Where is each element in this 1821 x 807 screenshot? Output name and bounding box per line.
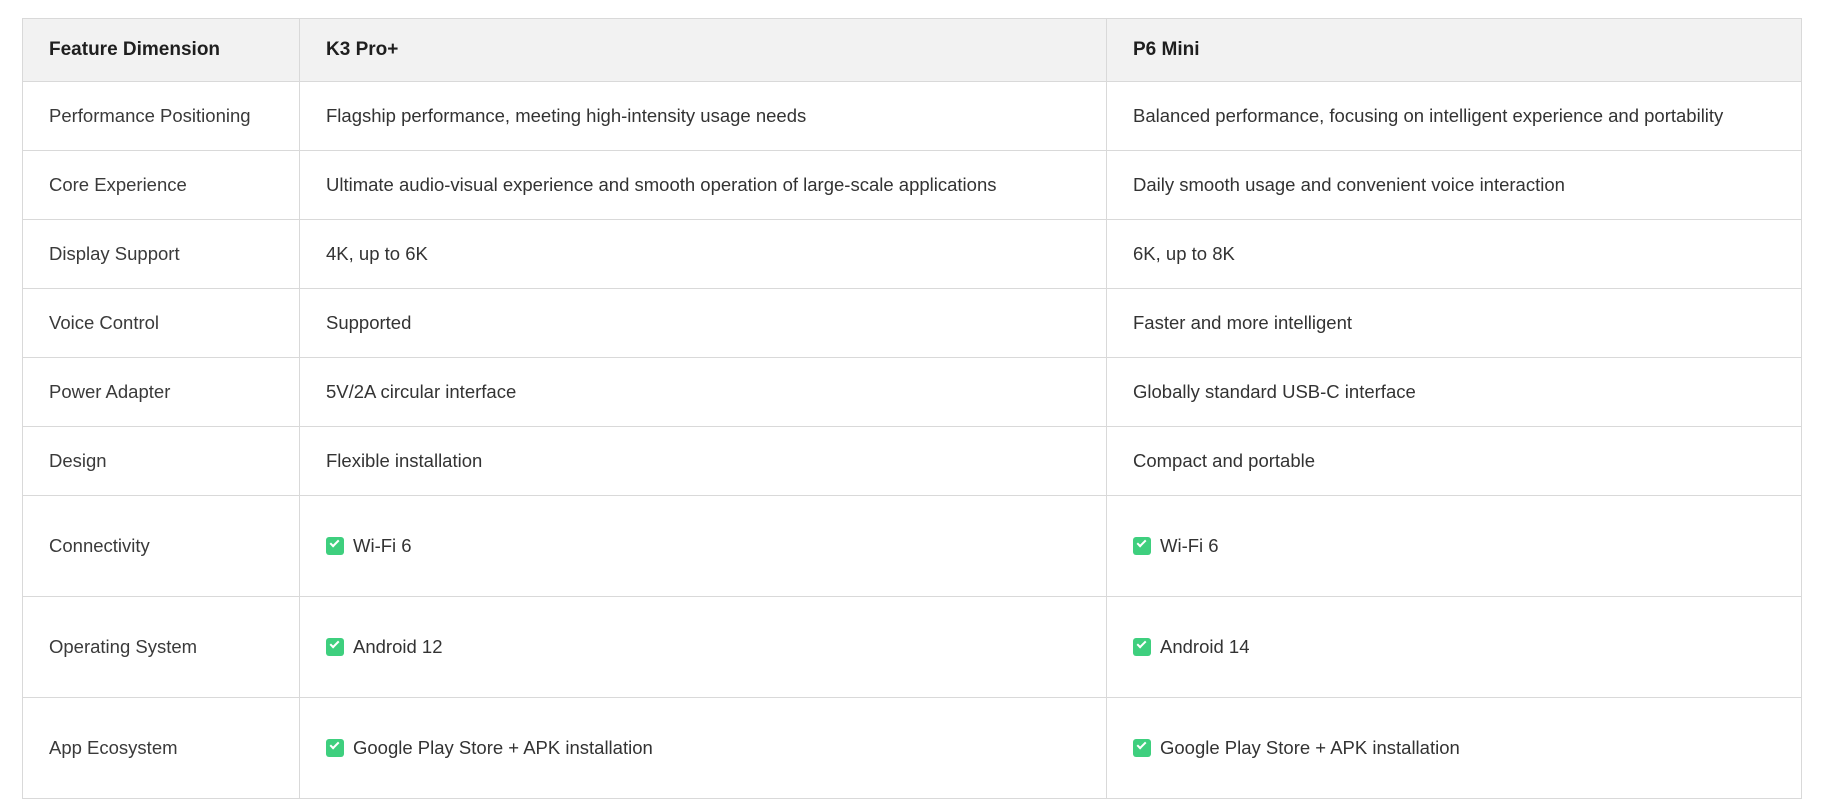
cell-p6 bbox=[1107, 597, 1802, 698]
cell-p6: Balanced performance, focusing on intelligent experience and portability bbox=[1107, 82, 1802, 151]
check-icon bbox=[1133, 638, 1151, 656]
cell-k3 bbox=[300, 597, 1107, 698]
table-row bbox=[23, 82, 1802, 151]
table-body bbox=[23, 82, 1802, 799]
table-row bbox=[23, 358, 1802, 427]
cell-feature: Connectivity bbox=[23, 496, 300, 597]
cell-feature: Performance Positioning bbox=[23, 82, 300, 151]
cell-p6: Daily smooth usage and convenient voice interaction bbox=[1107, 151, 1802, 220]
check-icon bbox=[326, 638, 344, 656]
cell-k3-label: Google Play Store + APK installation bbox=[353, 737, 653, 758]
feature-comparison-table bbox=[22, 18, 1802, 799]
check-icon bbox=[326, 739, 344, 757]
check-icon bbox=[326, 537, 344, 555]
table-row bbox=[23, 151, 1802, 220]
table-row bbox=[23, 698, 1802, 799]
cell-feature: Display Support bbox=[23, 220, 300, 289]
cell-feature: Core Experience bbox=[23, 151, 300, 220]
cell-p6 bbox=[1107, 698, 1802, 799]
cell-feature: Voice Control bbox=[23, 289, 300, 358]
cell-k3: Supported bbox=[300, 289, 1107, 358]
table-header-row bbox=[23, 19, 1802, 82]
cell-p6: 6K, up to 8K bbox=[1107, 220, 1802, 289]
cell-k3-label: Android 12 bbox=[353, 636, 443, 657]
column-header-k3-pro-plus: K3 Pro+ bbox=[300, 19, 1107, 82]
table-row bbox=[23, 496, 1802, 597]
table-row bbox=[23, 597, 1802, 698]
table-header bbox=[23, 19, 1802, 82]
cell-feature: Power Adapter bbox=[23, 358, 300, 427]
cell-p6-label: Google Play Store + APK installation bbox=[1160, 737, 1460, 758]
cell-feature: Operating System bbox=[23, 597, 300, 698]
cell-k3: 5V/2A circular interface bbox=[300, 358, 1107, 427]
cell-p6: Compact and portable bbox=[1107, 427, 1802, 496]
cell-k3: Ultimate audio-visual experience and smooth operation of large-scale applications bbox=[300, 151, 1107, 220]
column-header-p6-mini: P6 Mini bbox=[1107, 19, 1802, 82]
check-icon bbox=[1133, 537, 1151, 555]
cell-k3: Flagship performance, meeting high-intensity usage needs bbox=[300, 82, 1107, 151]
check-icon bbox=[1133, 739, 1151, 757]
cell-p6 bbox=[1107, 496, 1802, 597]
cell-k3 bbox=[300, 496, 1107, 597]
column-header-feature-dimension: Feature Dimension bbox=[23, 19, 300, 82]
cell-k3: 4K, up to 6K bbox=[300, 220, 1107, 289]
cell-feature: App Ecosystem bbox=[23, 698, 300, 799]
cell-k3 bbox=[300, 698, 1107, 799]
cell-feature: Design bbox=[23, 427, 300, 496]
cell-p6-label: Android 14 bbox=[1160, 636, 1250, 657]
cell-k3: Flexible installation bbox=[300, 427, 1107, 496]
table-row bbox=[23, 289, 1802, 358]
cell-p6-label: Wi-Fi 6 bbox=[1160, 535, 1219, 556]
table-row bbox=[23, 427, 1802, 496]
cell-p6: Globally standard USB-C interface bbox=[1107, 358, 1802, 427]
cell-p6: Faster and more intelligent bbox=[1107, 289, 1802, 358]
table-row bbox=[23, 220, 1802, 289]
cell-k3-label: Wi-Fi 6 bbox=[353, 535, 412, 556]
